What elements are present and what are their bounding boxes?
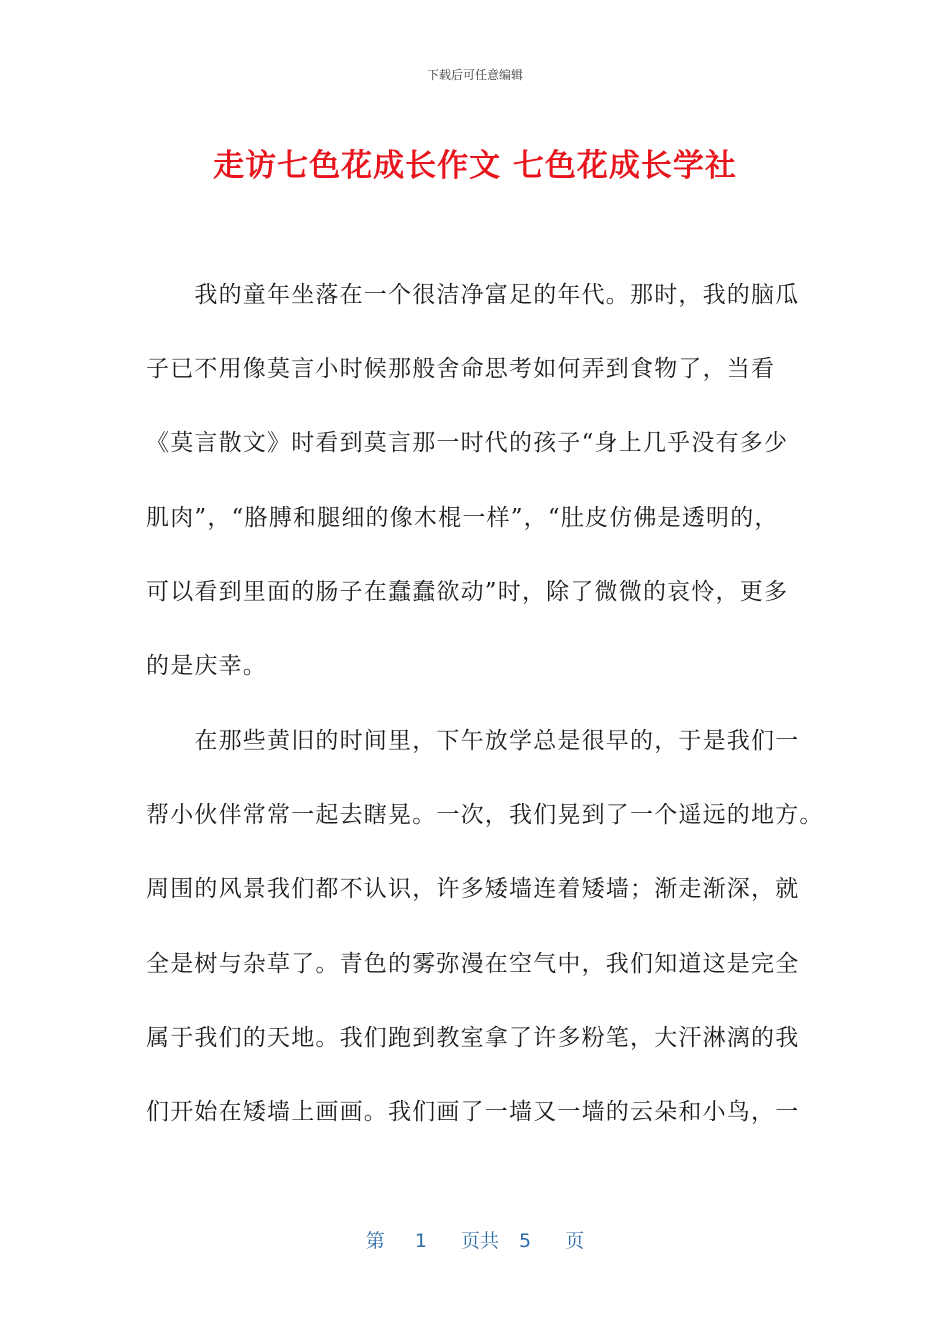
text-line: 在那些黄旧的时间里，下午放学总是很早的，于是我们一 [146, 728, 800, 754]
current-page-number: 1 [414, 1230, 427, 1252]
footer-mid: 页共 [460, 1230, 499, 1252]
text-line: 子已不用像莫言小时候那般舍命思考如何弄到食物了，当看 [146, 356, 776, 382]
text-line: 肌肉”，“胳膊和腿细的像木棍一样”，“肚皮仿佛是透明的， [146, 505, 779, 531]
document-title: 走访七色花成长作文 七色花成长学社 [213, 148, 737, 184]
text-line: 全是树与杂草了。青色的雾弥漫在空气中，我们知道这是完全 [146, 951, 800, 977]
total-pages: 5 [519, 1230, 532, 1252]
footer-prefix: 第 [365, 1230, 385, 1252]
page-footer [0, 1226, 950, 1253]
footer-suffix: 页 [565, 1230, 585, 1252]
header-note: 下载后可任意编辑 [426, 68, 523, 82]
text-line: 帮小伙伴常常一起去瞎晃。一次，我们晃到了一个遥远的地方。 [146, 802, 824, 828]
text-line: 周围的风景我们都不认识，许多矮墙连着矮墙；渐走渐深，就 [146, 876, 800, 902]
text-line: 我的童年坐落在一个很洁净富足的年代。那时，我的脑瓜 [146, 282, 800, 308]
text-line: 们开始在矮墙上画画。我们画了一墙又一墙的云朵和小鸟，一 [146, 1099, 800, 1125]
text-line: 属于我们的天地。我们跑到教室拿了许多粉笔，大汗淋漓的我 [146, 1025, 800, 1051]
text-line: 《莫言散文》时看到莫言那一时代的孩子“身上几乎没有多少 [146, 430, 789, 456]
text-line: 可以看到里面的肠子在蠢蠢欲动”时，除了微微的哀怜，更多 [146, 579, 789, 605]
text-line: 的是庆幸。 [146, 653, 267, 679]
